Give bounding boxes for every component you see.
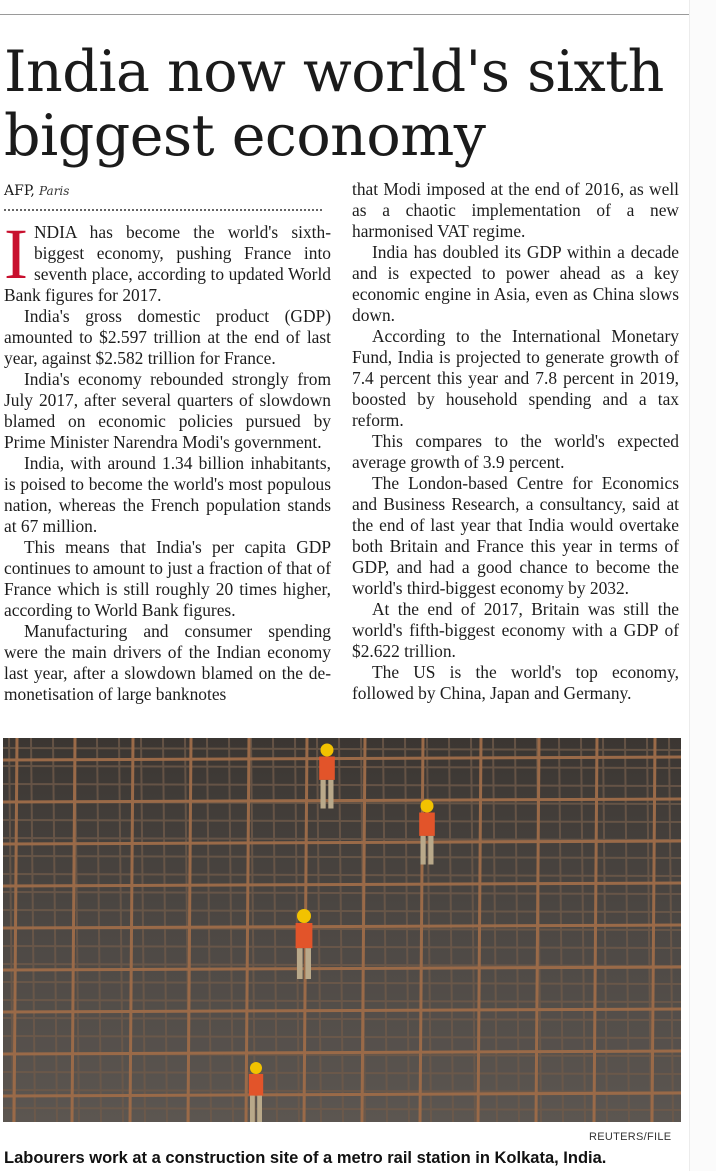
paragraph-1-text: NDIA has become the world's sixth-biggest economy, pushing France into seventh place, according to updated World Bank figures for 2017.: [4, 222, 331, 305]
paragraph-12: The US is the world's top economy, followed by China, Japan and Germany.: [352, 662, 679, 703]
paragraph-7: India has doubled its GDP within a decade and is expected to power ahead as a key economic engine in Asia, even as China slows down.: [352, 242, 679, 325]
paragraph-8: According to the International Monetary Fund, India is projected to generate growth of 7.4 percent this year and 7.8 percent in 2019, boosted by household spending and a tax reform.: [352, 326, 679, 430]
paragraph-4: India, with around 1.34 billion inhabitants, is poised to become the world's most populous nation, whereas the French population stands at 67 million.: [4, 453, 331, 536]
paragraph-3: India's economy rebounded strongly from July 2017, after several quarters of slowdown blamed on economic policies pursued by Prime Minister Narendra Modi's government.: [4, 369, 331, 452]
paragraph-6: Manufacturing and consumer spending were the main drivers of the Indian economy last year, after a slowdown blamed on the de-monetisation of large banknotes: [4, 621, 331, 704]
byline-place: Paris: [39, 184, 70, 198]
headline: India now world's sixth biggest economy: [4, 39, 664, 169]
paragraph-1: [4, 214, 331, 306]
byline-agency: AFP,: [4, 183, 35, 199]
paragraph-9: This compares to the world's expected average growth of 3.9 percent.: [352, 431, 679, 472]
paragraph-5: This means that India's per capita GDP continues to amount to just a fraction of that of France which is still roughly 20 times higher, according to World Bank figures.: [4, 537, 331, 620]
paragraph-10: The London-based Centre for Economics and Business Research, a consultancy, said at the end of last year that India would overtake both Britain and France this year in terms of GDP, and had a good chance to become the world's third-biggest economy by 2032.: [352, 473, 679, 598]
drop-cap: I: [4, 214, 28, 294]
byline-separator: [4, 209, 322, 211]
photo-caption: Labourers work at a construction site of a metro rail station in Kolkata, India.: [4, 1149, 607, 1167]
article-column-left: [4, 214, 331, 705]
paragraph-2: India's gross domestic product (GDP) amounted to $2.597 trillion at the end of last year, against $2.582 trillion for France.: [4, 306, 331, 368]
paragraph-11: At the end of 2017, Britain was still the world's fifth-biggest economy with a GDP of $2.622 trillion.: [352, 599, 679, 661]
byline: [4, 183, 69, 200]
article-column-right: [352, 179, 679, 704]
adjacent-page-edge: [689, 0, 716, 1171]
scaffolding-illustration: [3, 738, 681, 1122]
top-rule: [0, 14, 690, 15]
paragraph-6-continued: that Modi imposed at the end of 2016, as well as a chaotic implementation of a new harmonised VAT regime.: [352, 179, 679, 241]
photo-credit: REUTERS/FILE: [589, 1131, 672, 1143]
news-photo: [3, 738, 681, 1122]
